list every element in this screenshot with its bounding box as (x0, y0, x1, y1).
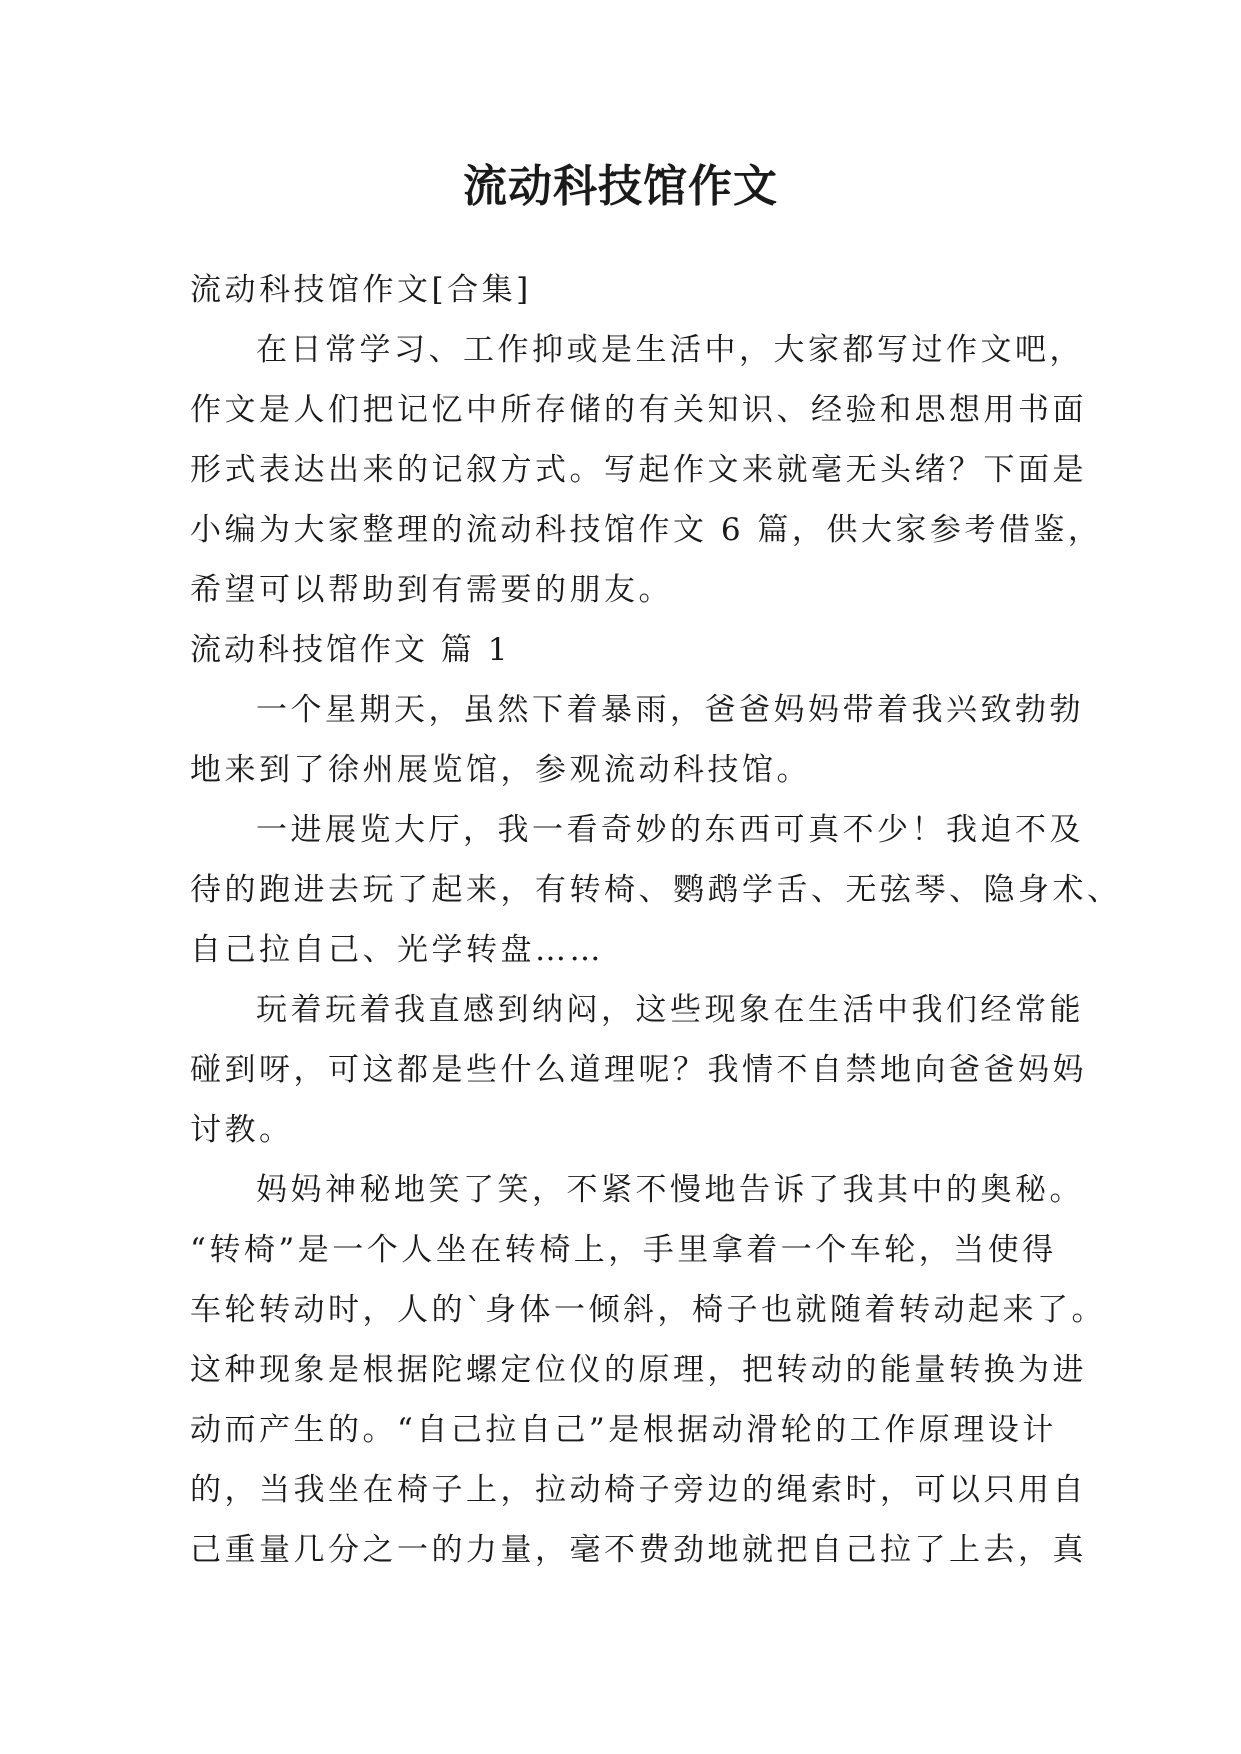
paragraph-line: 这种现象是根据陀螺定位仪的原理，把转动的能量转换为进 (190, 1352, 1087, 1388)
page-title: 流动科技馆作文 (463, 161, 778, 212)
paragraph-line: 在日常学习、工作抑或是生活中，大家都写过作文吧， (256, 332, 1084, 368)
paragraph-line: 的，当我坐在椅子上，拉动椅子旁边的绳索时，可以只用自 (190, 1472, 1087, 1508)
paragraph-line: 讨教。 (190, 1112, 294, 1148)
paragraph-line: 妈妈神秘地笑了笑，不紧不慢地告诉了我其中的奥秘。 (256, 1172, 1084, 1208)
section-heading: 流动科技馆作文 篇 1 (190, 632, 511, 668)
paragraph-line: 一个星期天，虽然下着暴雨，爸爸妈妈带着我兴致勃勃 (256, 692, 1084, 728)
paragraph-line: 车轮转动时，人的`身体一倾斜，椅子也就随着转动起来了。 (190, 1292, 1106, 1328)
paragraph-line: 一进展览大厅，我一看奇妙的东西可真不少！我迫不及 (256, 812, 1084, 848)
paragraph-line: 作文是人们把记忆中所存储的有关知识、经验和思想用书面 (190, 392, 1087, 428)
paragraph-line: 玩着玩着我直感到纳闷，这些现象在生活中我们经常能 (256, 992, 1084, 1028)
paragraph-line: “转椅”是一个人坐在转椅上，手里拿着一个车轮，当使得 (190, 1232, 1057, 1268)
paragraph-line: 地来到了徐州展览馆，参观流动科技馆。 (190, 752, 811, 788)
paragraph-line: 形式表达出来的记叙方式。写起作文来就毫无头绪？下面是 (190, 452, 1087, 488)
paragraph-line: 碰到呀，可这都是些什么道理呢？我情不自禁地向爸爸妈妈 (190, 1052, 1087, 1088)
paragraph-line: 动而产生的。“自己拉自己”是根据动滑轮的工作原理设计 (190, 1412, 1057, 1448)
paragraph-line: 小编为大家整理的流动科技馆作文 6 篇，供大家参考借鉴， (190, 512, 1103, 548)
document-subtitle: 流动科技馆作文[合集] (190, 272, 532, 308)
paragraph-line: 己重量几分之一的力量，毫不费劲地就把自己拉了上去，真 (190, 1532, 1087, 1568)
paragraph-line: 自己拉自己、光学转盘…… (190, 932, 604, 968)
paragraph-line: 待的跑进去玩了起来，有转椅、鹦鹉学舌、无弦琴、隐身术、 (190, 872, 1122, 908)
paragraph-line: 希望可以帮助到有需要的朋友。 (190, 572, 673, 608)
document-body (190, 260, 1122, 1580)
